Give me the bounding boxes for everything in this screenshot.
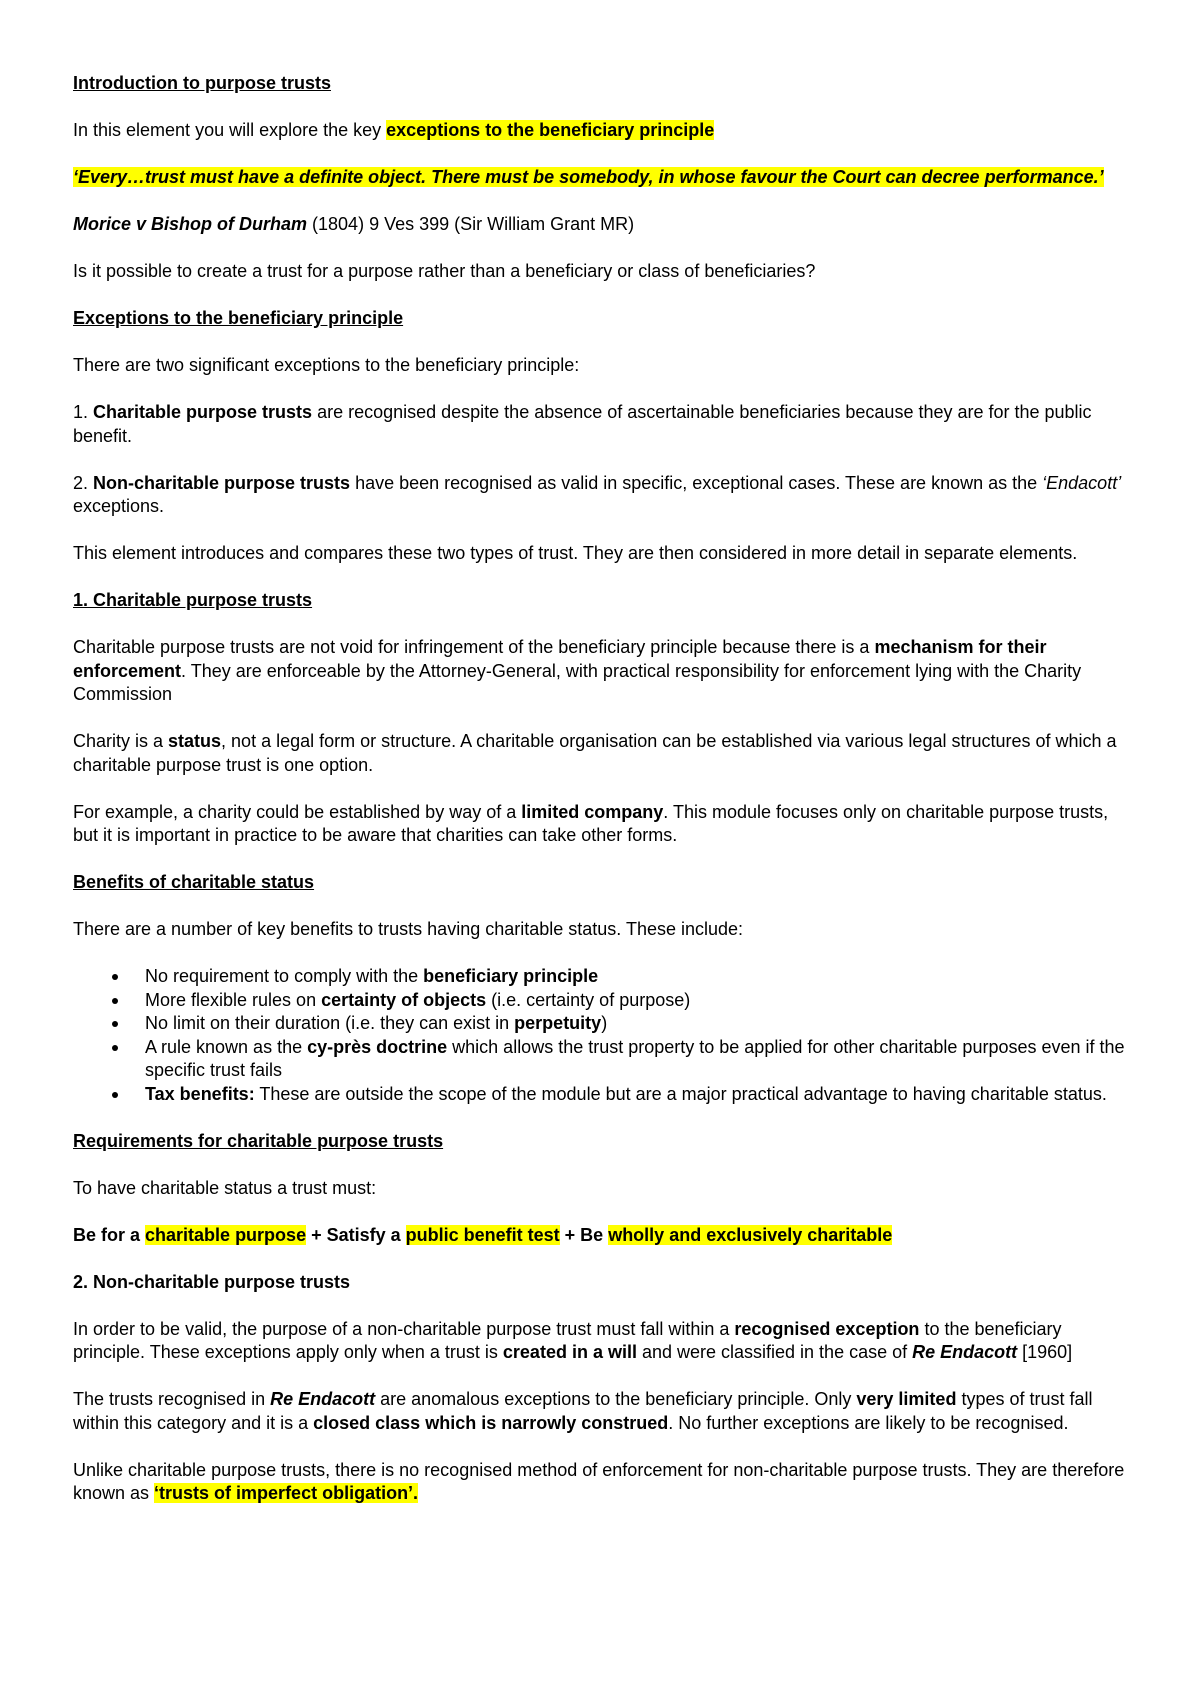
list-item: No requirement to comply with the beneficiary principle (145, 965, 1128, 989)
charitable-p3: For example, a charity could be established by way of a limited company. This module focuses only on charitable purpose trusts, but it is important in practice to be aware that charities can take other forms. (73, 801, 1109, 845)
exceptions-summary: This element introduces and compares these two types of trust. They are then considered in more detail in separate elements. (73, 543, 1078, 563)
noncharitable-p3: Unlike charitable purpose trusts, there is no recognised method of enforcement for non-charitable purpose trusts. They are therefore known as ‘trusts of imperfect obligation’. (73, 1459, 1125, 1503)
case-name: Morice v Bishop of Durham (73, 214, 308, 234)
intro-question: Is it possible to create a trust for a purpose rather than a beneficiary or class of beneficiaries? (73, 261, 816, 281)
bullet-icon (112, 1092, 118, 1098)
noncharitable-p2: The trusts recognised in Re Endacott are anomalous exceptions to the beneficiary principle. Only very limited types of trust fall within this category and it is a closed class which is narrowly construed. No further exceptions are likely to be recognised. (73, 1389, 1093, 1433)
list-item: More flexible rules on certainty of objects (i.e. certainty of purpose) (145, 989, 1128, 1013)
case-reference: Morice v Bishop of Durham (1804) 9 Ves 399 (Sir William Grant MR) (73, 214, 635, 234)
heading-benefits: Benefits of charitable status (73, 872, 315, 892)
requirements-formula: Be for a charitable purpose + Satisfy a public benefit test + Be wholly and exclusively charitable (73, 1224, 893, 1245)
charitable-p2: Charity is a status, not a legal form or structure. A charitable organisation can be established via various legal structures of which a charitable purpose trust is one option. (73, 731, 1117, 775)
exception-item-2: 2. Non-charitable purpose trusts have been recognised as valid in specific, exceptional cases. These are known as the ‘Endacott’ exceptions. (73, 472, 1122, 516)
exception-item-1: 1. Charitable purpose trusts are recognised despite the absence of ascertainable beneficiaries because they are for the public benefit. (73, 402, 1092, 446)
bullet-icon (112, 1045, 118, 1051)
bullet-icon (112, 1021, 118, 1027)
heading-exceptions: Exceptions to the beneficiary principle (73, 308, 404, 328)
requirements-intro: To have charitable status a trust must: (73, 1177, 377, 1198)
heading-requirements: Requirements for charitable purpose trusts (73, 1130, 444, 1151)
exceptions-intro: There are two significant exceptions to the beneficiary principle: (73, 355, 580, 375)
highlight-public-benefit: public benefit test (405, 1224, 560, 1245)
bullet-icon (112, 974, 118, 980)
benefits-list (73, 965, 1128, 1106)
heading-introduction: Introduction to purpose trusts (73, 73, 331, 93)
charitable-p1: Charitable purpose trusts are not void for infringement of the beneficiary principle because there is a mechanism for their enforcement. They are enforceable by the Attorney-General, with practical responsibility for enforcement lying with the Charity Commission (73, 637, 1082, 704)
benefits-intro: There are a number of key benefits to trusts having charitable status. These include: (73, 919, 744, 939)
highlight-charitable-purpose: charitable purpose (145, 1224, 307, 1245)
highlight-exceptions: exceptions to the beneficiary principle (386, 120, 715, 140)
intro-line: In this element you will explore the key exceptions to the beneficiary principle (73, 120, 715, 140)
list-item: A rule known as the cy-près doctrine which allows the trust property to be applied for other charitable purposes even if the specific trust fails (145, 1036, 1128, 1083)
morice-quote: ‘Every…trust must have a definite object. There must be somebody, in whose favour the Court can decree performance.’ (73, 167, 1104, 187)
list-item: No limit on their duration (i.e. they can exist in perpetuity) (145, 1012, 1128, 1036)
noncharitable-p1: In order to be valid, the purpose of a non-charitable purpose trust must fall within a recognised exception to the beneficiary principle. These exceptions apply only when a trust is created in a will and were classified in the case of Re Endacott [1960] (73, 1318, 1073, 1362)
heading-noncharitable: 2. Non-charitable purpose trusts (73, 1271, 351, 1292)
bullet-icon (112, 998, 118, 1004)
list-item: Tax benefits: These are outside the scope of the module but are a major practical advantage to having charitable status. (145, 1083, 1128, 1107)
highlight-wholly-exclusively: wholly and exclusively charitable (608, 1224, 893, 1245)
heading-charitable: 1. Charitable purpose trusts (73, 590, 313, 610)
highlight-imperfect-obligation: ‘trusts of imperfect obligation’. (154, 1483, 419, 1503)
